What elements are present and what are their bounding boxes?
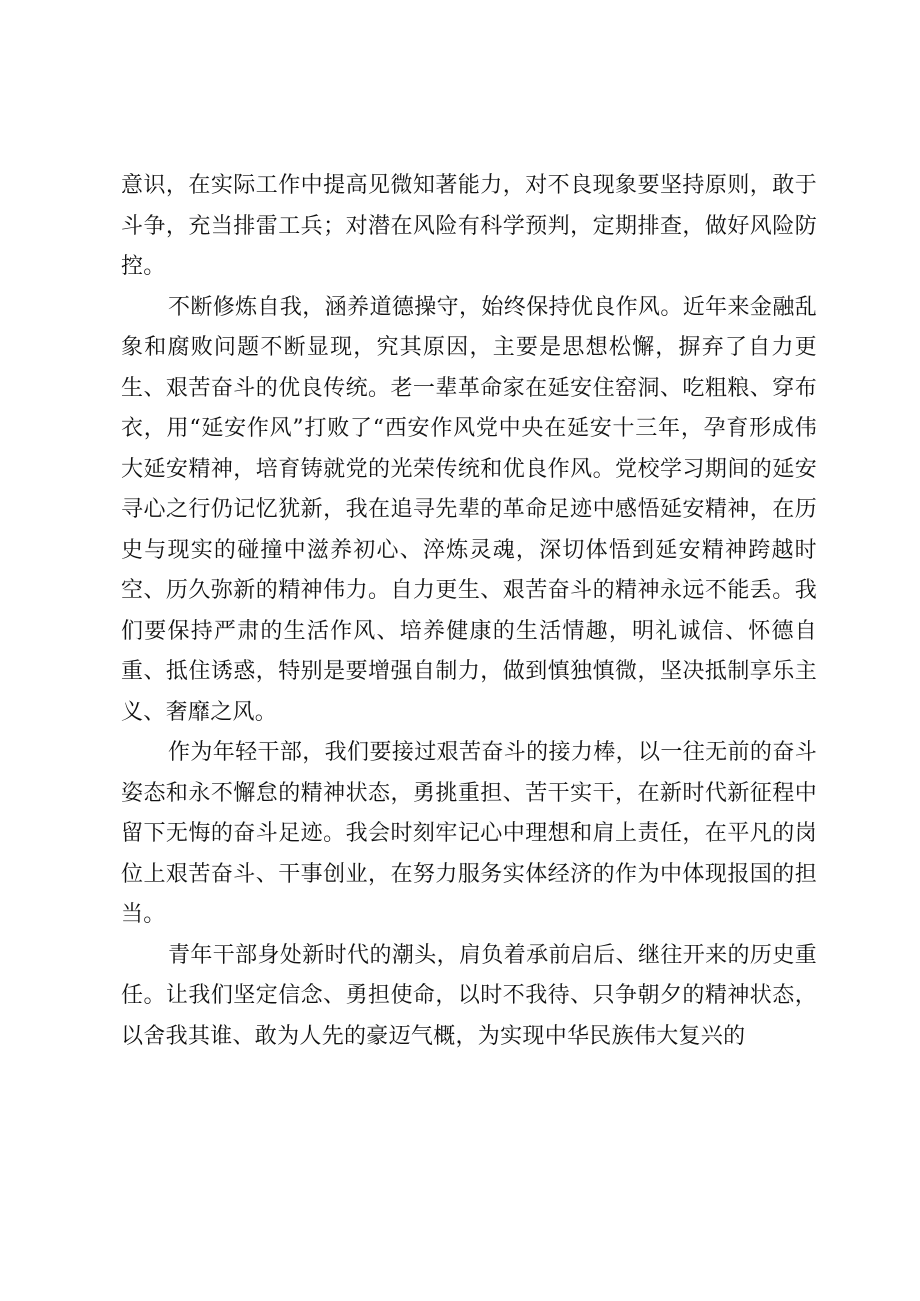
paragraph-young-cadres: 作为年轻干部，我们要接过艰苦奋斗的接力棒，以一往无前的奋斗姿态和永不懈怠的精神状态，勇挑重担、苦干实干，在新时代新征程中留下无悔的奋斗足迹。我会时刻牢记心中理想和肩上责任，在平凡的岗位上艰苦奋斗、干事创业，在努力服务实体经济的作为中体现报国的担当。 (121, 740, 817, 927)
paragraph-self-cultivation: 不断修炼自我，涵养道德操守，始终保持优良作风。近年来金融乱象和腐败问题不断显现，究其原因，主要是思想松懈，摒弃了自力更生、艰苦奋斗的优良传统。老一辈革命家在延安住窑洞、吃粗粮、穿布衣，用“延安作风”打败了“西安作风党中央在延安十三年，孕育形成伟大延安精神，培育铸就党的光荣传统和优良作风。党校学习期间的延安寻心之行仍记忆犹新，我在追寻先辈的革命足迹中感悟延安精神，在历史与现实的碰撞中滋养初心、淬炼灵魂，深切体悟到延安精神跨越时空、历久弥新的精神伟力。自力更生、艰苦奋斗的精神永远不能丢。我们要保持严肃的生活作风、培养健康的生活情趣，明礼诚信、怀德自重、抵住诱惑，特别是要增强自制力，做到慎独慎微，坚决抵制享乐主义、奢靡之风。 (121, 294, 817, 725)
paragraph-new-era: 青年干部身处新时代的潮头，肩负着承前启后、继往开来的历史重任。让我们坚定信念、勇担使命，以时不我待、只争朝夕的精神状态，以舍我其谁、敢为人先的豪迈气概，为实现中华民族伟大复兴的 (121, 942, 817, 1049)
paragraph-continuation: 意识，在实际工作中提高见微知著能力，对不良现象要坚持原则，敢于斗争，充当排雷工兵；对潜在风险有科学预判，定期排查，做好风险防控。 (121, 173, 817, 279)
document-body (121, 166, 817, 1057)
